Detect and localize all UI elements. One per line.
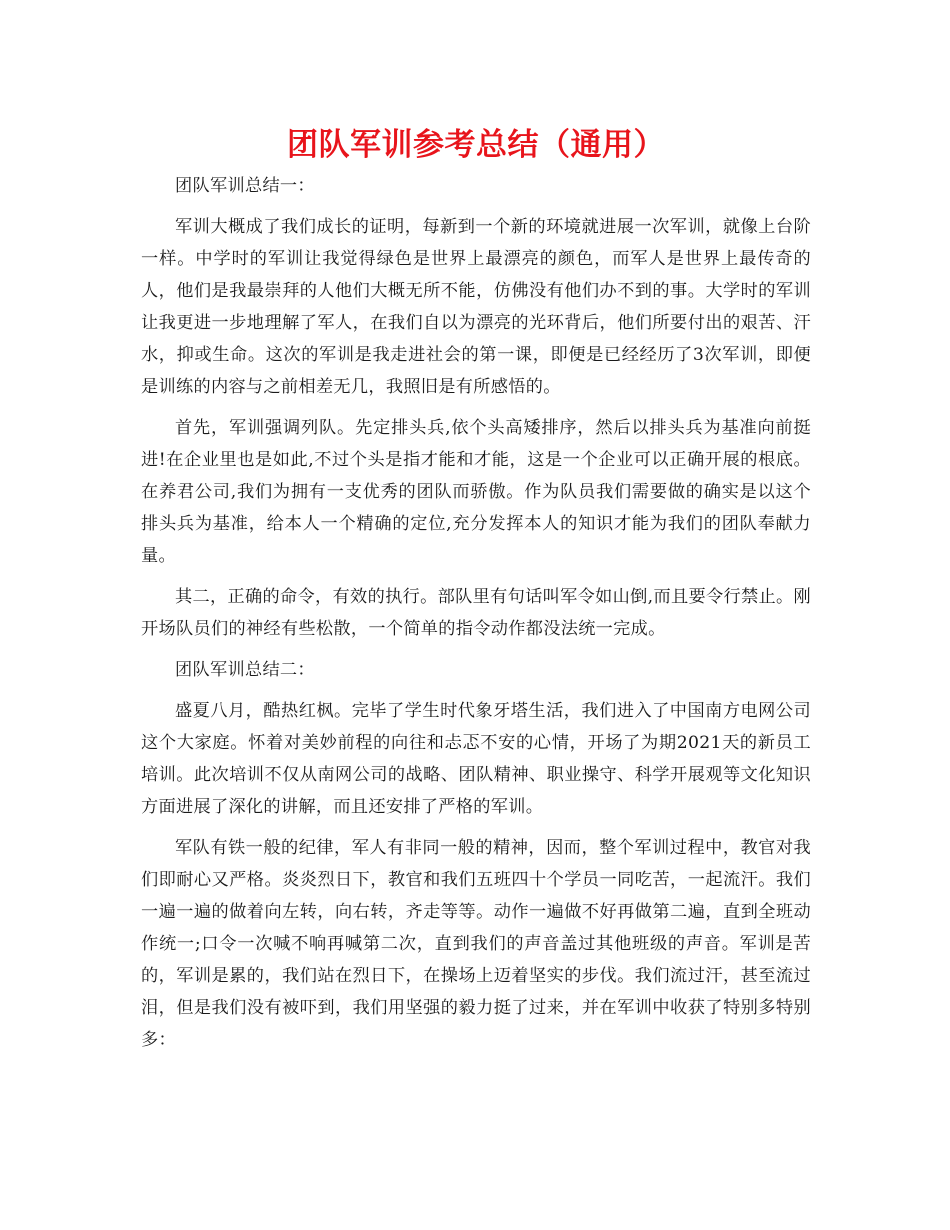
paragraph: 首先，军训强调列队。先定排头兵,依个头高矮排序，然后以排头兵为基准向前挺进!在企业里也是如此,不过个头是指才能和才能，这是一个企业可以正确开展的根底。在养君公司,我们为拥有一支优秀的团队而骄傲。作为队员我们需要做的确实是以这个排头兵为基准，给本人一个精确的定位,充分发挥本人的知识才能为我们的团队奉献力量。	[141, 418, 811, 566]
paragraph: 盛夏八月，酷热红枫。完毕了学生时代象牙塔生活，我们进入了中国南方电网公司这个大家庭。怀着对美妙前程的向往和忐忑不安的心情，开场了为期2021天的新员工培训。此次培训不仅从南网公司的战略、团队精神、职业操守、科学开展观等文化知识方面进展了深化的讲解，而且还安排了严格的军训。	[141, 701, 811, 817]
paragraph: 军训大概成了我们成长的证明，每新到一个新的环境就进展一次军训，就像上台阶一样。中学时的军训让我觉得绿色是世界上最漂亮的颜色，而军人是世界上最传奇的人，他们是我最崇拜的人他们大概无所不能，仿佛没有他们办不到的事。大学时的军训让我更进一步地理解了军人，在我们自以为漂亮的光环背后，他们所要付出的艰苦、汗水，抑或生命。这次的军训是我走进社会的第一课，即便是已经经历了3次军训，即便是训练的内容与之前相差无几，我照旧是有所感悟的。	[141, 217, 811, 397]
paragraph: 军队有铁一般的纪律，军人有非同一般的精神，因而，整个军训过程中，教官对我们即耐心又严格。炎炎烈日下，教官和我们五班四十个学员一同吃苦，一起流汗。我们一遍一遍的做着向左转，向右转，齐走等等。动作一遍做不好再做第二遍，直到全班动作统一;口令一次喊不响再喊第二次，直到我们的声音盖过其他班级的声音。军训是苦的，军训是累的，我们站在烈日下，在操场上迈着坚实的步伐。我们流过汗，甚至流过泪，但是我们没有被吓到，我们用坚强的毅力挺了过来，并在军训中收获了特别多特别多：	[141, 838, 811, 1050]
section-heading-1: 团队军训总结一：	[175, 176, 315, 196]
paragraph: 其二，正确的命令，有效的执行。部队里有句话叫军令如山倒,而且要令行禁止。刚开场队员们的神经有些松散，一个简单的指令动作都没法统一完成。	[141, 587, 811, 639]
document-page	[141, 122, 811, 1065]
document-title: 团队军训参考总结（通用）	[287, 127, 665, 163]
document-body	[141, 170, 811, 1056]
section-heading-2: 团队军训总结二：	[175, 660, 315, 680]
